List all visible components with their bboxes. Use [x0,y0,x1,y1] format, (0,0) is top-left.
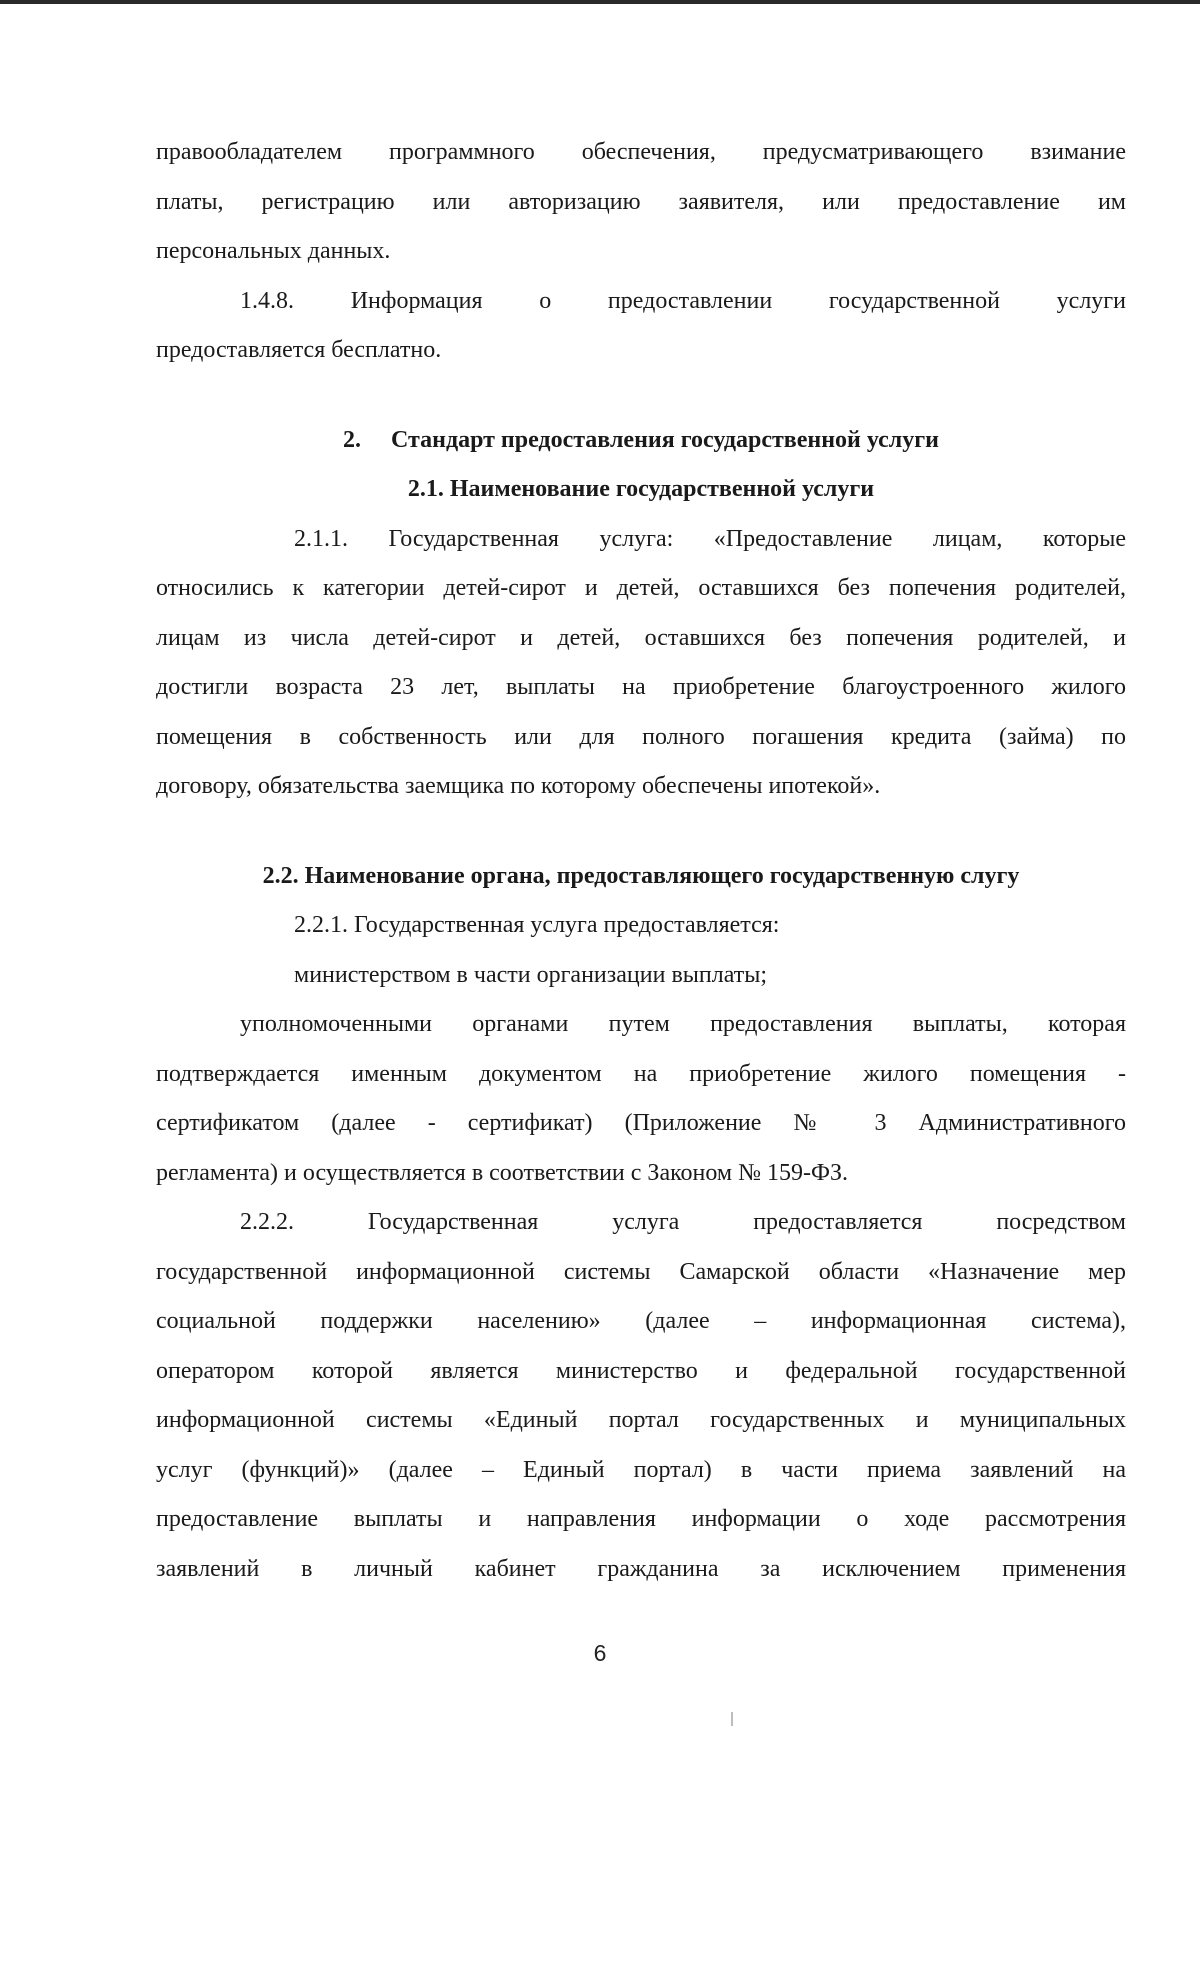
text-line: информационной системы «Единый портал государственных и муниципальных [156,1407,1126,1433]
page-number: 6 [593,1640,607,1666]
continuation-paragraph [156,128,1126,277]
text-line: услуг (функций)» (далее – Единый портал) в части приема заявлений на [156,1456,1126,1483]
authorized-bodies-paragraph [156,1000,1126,1198]
text-line: государственной информационной системы Самарской области «Назначение мер [156,1258,1126,1285]
section-2-1-heading: 2.1. Наименование государственной услуги [407,476,875,502]
text-line: подтверждается именным документом на приобретение жилого помещения - [156,1060,1126,1087]
text-line: оператором которой является министерство и федеральной государственной [156,1357,1126,1384]
scan-artifact [731,1712,733,1726]
text-line: относились к категории детей-сирот и детей, оставшихся без попечения родителей, [156,575,1126,601]
text-line: сертификатом (далее - сертификат) (Приложение № 3 Административного [156,1110,1126,1136]
text-line: лицам из числа детей-сирот и детей, оставшихся без попечения родителей, и [156,624,1126,651]
text-line: помещения в собственность или для полного погашения кредита (займа) по [156,723,1126,750]
clause-2-1-1 [156,515,1126,812]
text-line: 2.2.2. Государственная услуга предоставляется посредством [240,1209,1126,1235]
text-line: платы, регистрацию или авторизацию заявителя, или предоставление им [156,188,1126,215]
clause-2-2-2 [156,1198,1126,1594]
document-page [156,128,1126,1594]
top-edge-rule [0,0,1200,4]
text-line: договору, обязательства заемщика по которому обеспечены ипотекой». [156,773,881,799]
clause-1-4-8 [156,277,1126,376]
text-line: достигли возраста 23 лет, выплаты на приобретение благоустроенного жилого [156,674,1126,700]
clause-2-2-1: 2.2.1. Государственная услуга предоставляется: [294,912,780,938]
text-line: предоставление выплаты и направления информации о ходе рассмотрения [156,1506,1126,1532]
text-line: предоставляется бесплатно. [156,337,442,363]
text-line: регламента) и осуществляется в соответствии с Законом № 159-ФЗ. [156,1159,848,1186]
text-line: правообладателем программного обеспечения, предусматривающего взимание [156,139,1126,165]
section-2-2-heading: 2.2. Наименование органа, предоставляющего государственную слугу [262,862,1020,889]
text-line: 1.4.8. Информация о предоставлении государственной услуги [240,287,1126,314]
text-line: персональных данных. [156,238,391,264]
text-line: социальной поддержки населению» (далее – информационная система), [156,1308,1126,1334]
text-line: уполномоченными органами путем предоставления выплаты, которая [240,1011,1126,1037]
ministry-line: министерством в части организации выплаты; [294,961,768,988]
text-line: заявлений в личный кабинет гражданина за исключением применения [156,1555,1126,1582]
section-2-heading: 2. Стандарт предоставления государственной услуги [343,426,939,453]
text-line: 2.1.1. Государственная услуга: «Предоставление лицам, которые [294,525,1126,552]
